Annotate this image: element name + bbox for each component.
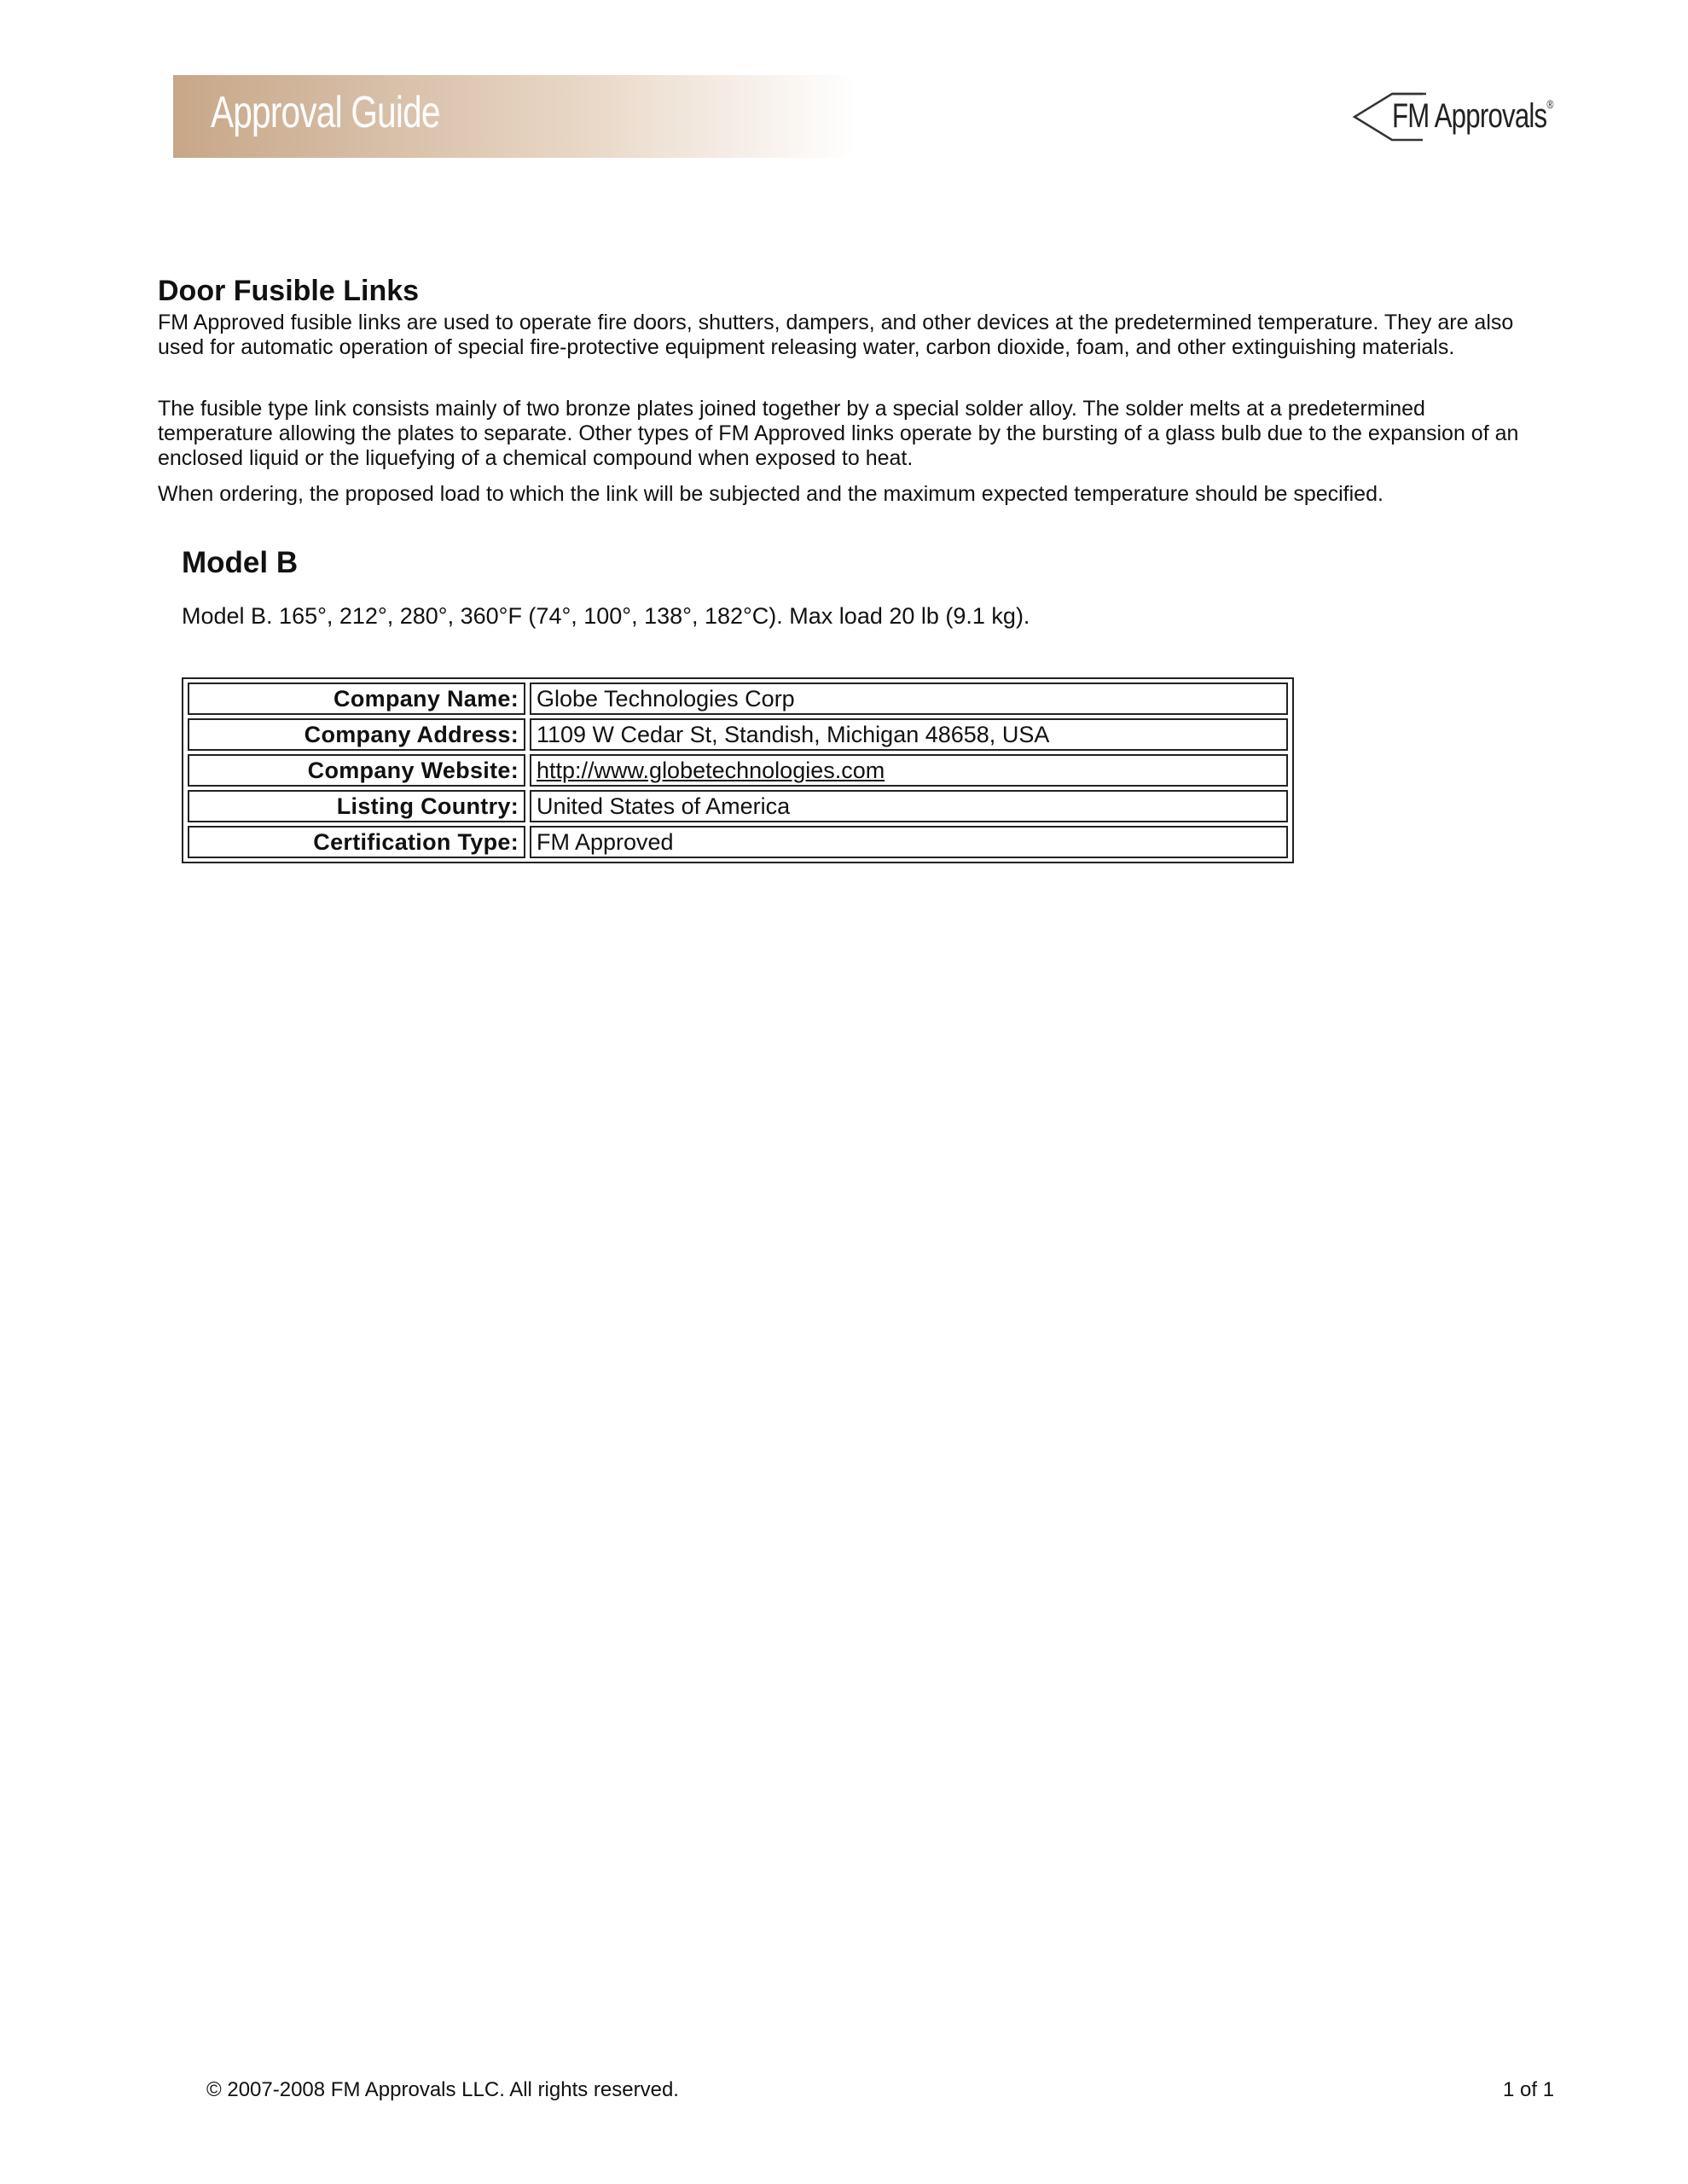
listing-country-label: Listing Country: <box>188 790 525 822</box>
table-row <box>188 682 1288 715</box>
company-website-cell <box>530 754 1288 787</box>
model-description: Model B. 165°, 212°, 280°, 360°F (74°, 100°, 138°, 182°C). Max load 20 lb (9.1 kg). <box>182 603 1030 629</box>
approval-guide-banner <box>173 75 856 158</box>
ordering-paragraph: When ordering, the proposed load to which the link will be subjected and the maximum expected temperature should be specified. <box>158 482 1383 506</box>
page-number: 1 of 1 <box>1503 2078 1555 2101</box>
page-title: Door Fusible Links <box>158 275 420 307</box>
certification-type-value: FM Approved <box>530 826 1288 858</box>
table-row <box>188 718 1288 751</box>
construction-paragraph: The fusible type link consists mainly of two bronze plates joined together by a special solder alloy. The solder melts at a predetermined temperature allowing the plates to separate. Other types of FM Approved links operate by the bursting of a glass bulb due to the expansion of an enclosed liquid or the liquefying of a chemical compound when exposed to heat. <box>158 397 1519 470</box>
company-name-value: Globe Technologies Corp <box>530 682 1288 715</box>
table-row <box>188 826 1288 858</box>
logo-text: FM Approvals® <box>1392 97 1553 135</box>
fm-approvals-logo <box>1348 89 1552 145</box>
company-website-label: Company Website: <box>188 754 525 787</box>
logo-registered-mark: ® <box>1546 97 1553 111</box>
footer-copyright: © 2007-2008 FM Approvals LLC. All rights reserved. <box>206 2078 679 2101</box>
model-title: Model B <box>182 546 299 579</box>
table-row <box>188 790 1288 822</box>
intro-paragraph: FM Approved fusible links are used to operate fire doors, shutters, dampers, and other devices at the predetermined temperature. They are also used for automatic operation of special fire-protective equipment releasing water, carbon dioxide, foam, and other extinguishing materials. <box>158 311 1514 359</box>
company-info-table <box>182 677 1294 863</box>
certification-type-label: Certification Type: <box>188 826 525 858</box>
company-website-link[interactable]: http://www.globetechnologies.com <box>537 758 885 783</box>
listing-country-value: United States of America <box>530 790 1288 822</box>
company-name-label: Company Name: <box>188 682 525 715</box>
company-address-label: Company Address: <box>188 718 525 751</box>
banner-title: Approval Guide <box>211 88 440 137</box>
table-row <box>188 754 1288 787</box>
company-address-value: 1109 W Cedar St, Standish, Michigan 48658, USA <box>530 718 1288 751</box>
